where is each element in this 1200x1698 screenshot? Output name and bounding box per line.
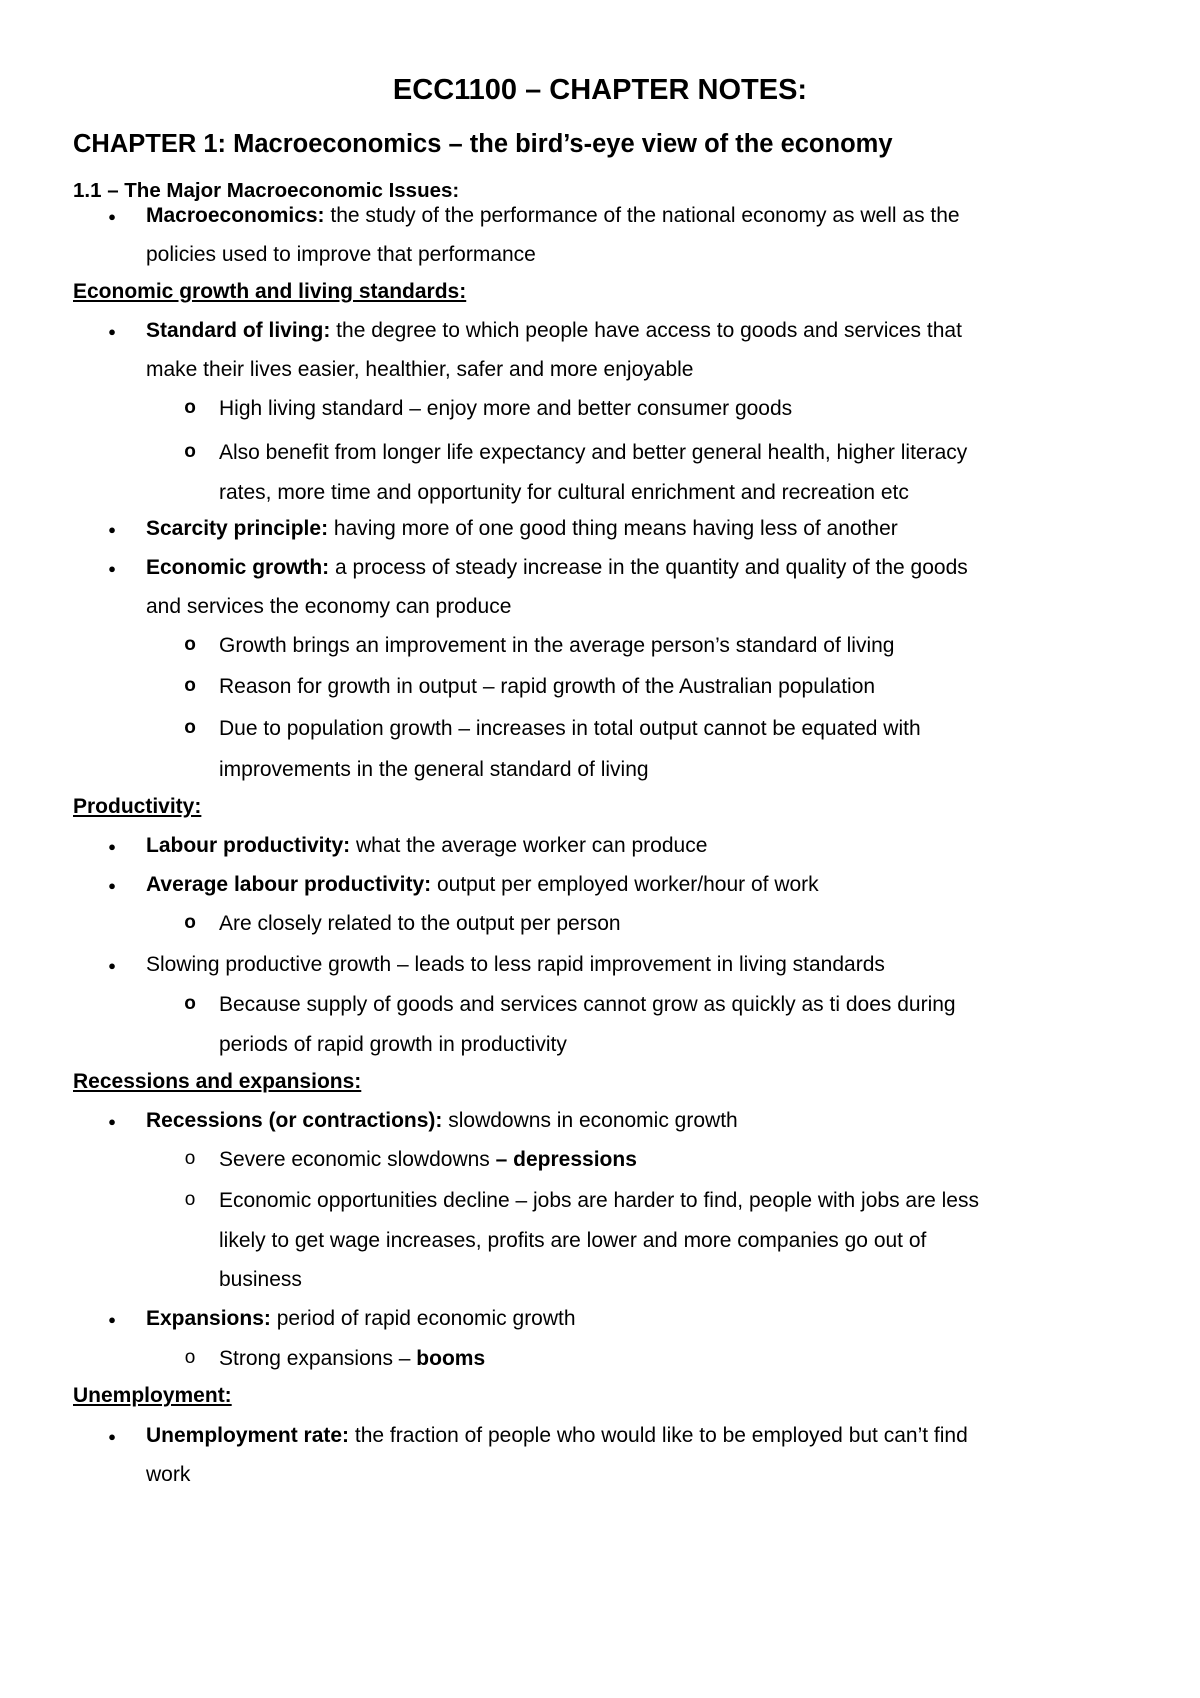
bullet-icon (102, 1303, 122, 1335)
list-item: Macroeconomics: the study of the performance of the national economy as well as the (146, 204, 960, 227)
subsection-heading: Economic growth and living standards: (73, 280, 467, 303)
subsection-heading: Unemployment: (73, 1384, 232, 1407)
bullet-icon (102, 869, 122, 901)
section-heading: 1.1 – The Major Macroeconomic Issues: (73, 179, 460, 202)
subsection-heading: Recessions and expansions: (73, 1070, 362, 1093)
sub-list-item-continuation: rates, more time and opportunity for cultural enrichment and recreation etc (219, 481, 909, 504)
sub-list-item-continuation: likely to get wage increases, profits are lower and more companies go out of (219, 1229, 927, 1252)
document-title: ECC1100 – CHAPTER NOTES: (392, 74, 808, 106)
sub-list-item: Growth brings an improvement in the average person’s standard of living (219, 634, 895, 657)
sub-list-item-continuation: improvements in the general standard of living (219, 758, 649, 781)
bullet-icon (102, 513, 122, 545)
sub-list-item: Reason for growth in output – rapid growth of the Australian population (219, 675, 876, 698)
sub-bullet-icon (180, 392, 200, 423)
sub-list-item: Because supply of goods and services cannot grow as quickly as ti does during (219, 993, 956, 1016)
bullet-icon (102, 1420, 122, 1452)
bullet-icon (102, 315, 122, 347)
sub-bullet-icon (180, 436, 200, 467)
sub-bullet-icon (180, 988, 200, 1019)
sub-list-item: Severe economic slowdowns – depressions (219, 1148, 637, 1171)
list-item: Scarcity principle: having more of one good thing means having less of another (146, 517, 898, 540)
bullet-icon (102, 200, 122, 232)
bullet-icon (102, 830, 122, 862)
list-item: Expansions: period of rapid economic growth (146, 1307, 576, 1330)
sub-list-item: Strong expansions – booms (219, 1347, 486, 1370)
list-item-continuation: and services the economy can produce (146, 595, 512, 618)
list-item-continuation: make their lives easier, healthier, safer and more enjoyable (146, 358, 694, 381)
sub-bullet-icon (180, 1143, 200, 1174)
sub-list-item-continuation: business (219, 1268, 302, 1291)
list-item: Recessions (or contractions): slowdowns in economic growth (146, 1109, 738, 1132)
bullet-icon (102, 552, 122, 584)
sub-bullet-icon (180, 629, 200, 660)
sub-bullet-icon (180, 1184, 200, 1215)
sub-list-item-continuation: periods of rapid growth in productivity (219, 1033, 567, 1056)
list-item-continuation: policies used to improve that performance (146, 243, 536, 266)
chapter-heading: CHAPTER 1: Macroeconomics – the bird’s-eye view of the economy (73, 130, 893, 158)
sub-bullet-icon (180, 670, 200, 701)
bullet-icon (102, 949, 122, 981)
bullet-icon (102, 1105, 122, 1137)
list-item: Unemployment rate: the fraction of people who would like to be employed but can’t find (146, 1424, 968, 1447)
list-item: Labour productivity: what the average worker can produce (146, 834, 708, 857)
sub-list-item: Economic opportunities decline – jobs are harder to find, people with jobs are less (219, 1189, 979, 1212)
list-item-continuation: work (146, 1463, 191, 1486)
list-item: Standard of living: the degree to which people have access to goods and services that (146, 319, 962, 342)
sub-bullet-icon (180, 907, 200, 938)
sub-list-item: High living standard – enjoy more and better consumer goods (219, 397, 793, 420)
list-item: Economic growth: a process of steady increase in the quantity and quality of the goods (146, 556, 968, 579)
sub-list-item: Are closely related to the output per person (219, 912, 621, 935)
list-item: Average labour productivity: output per employed worker/hour of work (146, 873, 819, 896)
sub-bullet-icon (180, 712, 200, 743)
sub-bullet-icon (180, 1342, 200, 1373)
list-item: Slowing productive growth – leads to less rapid improvement in living standards (146, 953, 885, 976)
sub-list-item: Also benefit from longer life expectancy and better general health, higher literacy (219, 441, 968, 464)
subsection-heading: Productivity: (73, 795, 202, 818)
sub-list-item: Due to population growth – increases in total output cannot be equated with (219, 717, 921, 740)
